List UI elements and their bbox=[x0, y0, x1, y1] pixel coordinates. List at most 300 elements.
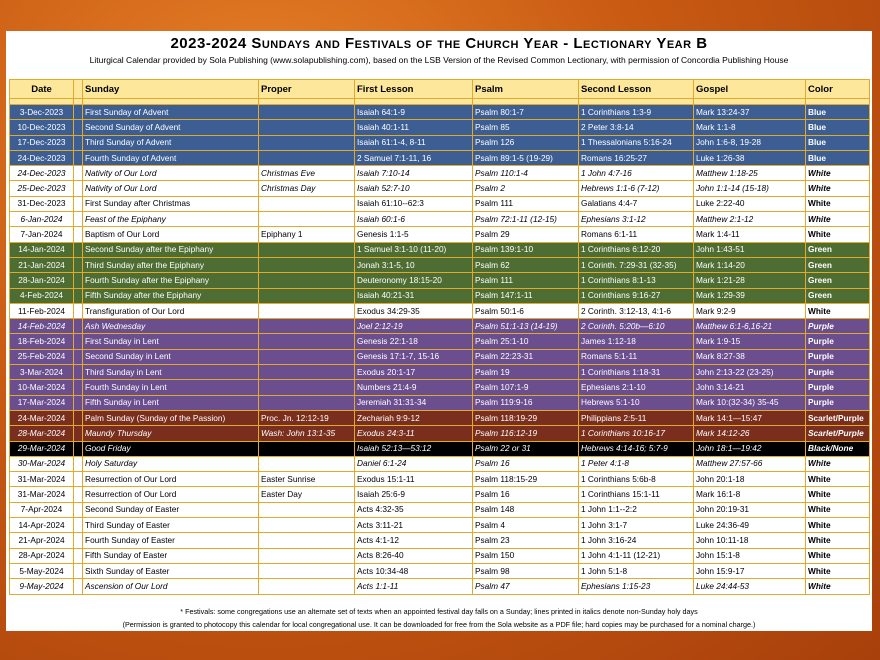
cell-proper: Epiphany 1 bbox=[259, 227, 355, 242]
cell-color: White bbox=[806, 518, 870, 533]
cell-proper bbox=[259, 120, 355, 135]
cell-color: Scarlet/Purple bbox=[806, 410, 870, 425]
cell-second-lesson: Ephesians 3:1-12 bbox=[579, 212, 694, 227]
cell-sunday: Baptism of Our Lord bbox=[83, 227, 259, 242]
cell-proper bbox=[259, 273, 355, 288]
cell-date: 7-Apr-2024 bbox=[10, 502, 74, 517]
cell-date: 25-Dec-2023 bbox=[10, 181, 74, 196]
cell-date: 21-Apr-2024 bbox=[10, 533, 74, 548]
footnote-permission: (Permission is granted to photocopy this calendar for local congregational use. It can be downloaded for free from the Sola website as a PDF file; hard copies may be purchased for a nominal charge.) bbox=[122, 620, 756, 629]
cell-sunday: Ascension of Our Lord bbox=[83, 579, 259, 594]
table-row bbox=[10, 349, 870, 364]
cell-gospel: Mark 1:14-20 bbox=[694, 257, 806, 272]
cell-psalm: Psalm 118:15-29 bbox=[473, 472, 579, 487]
cell-sunday: Fifth Sunday after the Epiphany bbox=[83, 288, 259, 303]
cell-psalm: Psalm 147:1-11 bbox=[473, 288, 579, 303]
cell-sunday: Nativity of Our Lord bbox=[83, 166, 259, 181]
cell-second-lesson: 1 Corinthians 15:1-11 bbox=[579, 487, 694, 502]
cell-first-lesson: Acts 10:34-48 bbox=[355, 563, 473, 578]
cell-date: 28-Apr-2024 bbox=[10, 548, 74, 563]
cell-sunday: First Sunday of Advent bbox=[83, 105, 259, 120]
cell-gospel: Mark 13:24-37 bbox=[694, 105, 806, 120]
cell-psalm: Psalm 119:9-16 bbox=[473, 395, 579, 410]
cell-gap bbox=[74, 487, 83, 502]
table-row bbox=[10, 288, 870, 303]
cell-color: Blue bbox=[806, 135, 870, 150]
cell-proper bbox=[259, 365, 355, 380]
cell-sunday: First Sunday after Christmas bbox=[83, 196, 259, 211]
cell-date: 3-Dec-2023 bbox=[10, 105, 74, 120]
table-row bbox=[10, 518, 870, 533]
cell-second-lesson: 1 John 4:1-11 (12-21) bbox=[579, 548, 694, 563]
cell-date: 7-Jan-2024 bbox=[10, 227, 74, 242]
cell-proper bbox=[259, 150, 355, 165]
table-row bbox=[10, 166, 870, 181]
cell-proper bbox=[259, 502, 355, 517]
cell-psalm: Psalm 116:12-19 bbox=[473, 426, 579, 441]
cell-date: 10-Mar-2024 bbox=[10, 380, 74, 395]
cell-sunday: Nativity of Our Lord bbox=[83, 181, 259, 196]
cell-psalm: Psalm 50:1-6 bbox=[473, 303, 579, 318]
cell-color: White bbox=[806, 212, 870, 227]
cell-second-lesson: 1 Corinth. 7:29-31 (32-35) bbox=[579, 257, 694, 272]
cell-sunday: Second Sunday in Lent bbox=[83, 349, 259, 364]
cell-date: 30-Mar-2024 bbox=[10, 456, 74, 471]
cell-date: 18-Feb-2024 bbox=[10, 334, 74, 349]
cell-first-lesson: Isaiah 40:1-11 bbox=[355, 120, 473, 135]
cell-first-lesson: Exodus 20:1-17 bbox=[355, 365, 473, 380]
cell-color: Green bbox=[806, 242, 870, 257]
footnote-festivals: * Festivals: some congregations use an alternate set of texts when an appointed festival day falls on a Sunday; lines printed in italics denote non-Sunday holy days bbox=[180, 607, 698, 616]
cell-date: 14-Jan-2024 bbox=[10, 242, 74, 257]
cell-first-lesson: Exodus 15:1-11 bbox=[355, 472, 473, 487]
cell-date: 11-Feb-2024 bbox=[10, 303, 74, 318]
cell-second-lesson: 1 Corinthians 6:12-20 bbox=[579, 242, 694, 257]
cell-first-lesson: Isaiah 61:1-4, 8-11 bbox=[355, 135, 473, 150]
calendar-sheet bbox=[6, 31, 872, 631]
cell-proper bbox=[259, 380, 355, 395]
cell-sunday: Resurrection of Our Lord bbox=[83, 487, 259, 502]
table-row bbox=[10, 441, 870, 456]
header-first-lesson: First Lesson bbox=[355, 80, 473, 99]
cell-sunday: Third Sunday after the Epiphany bbox=[83, 257, 259, 272]
cell-color: Purple bbox=[806, 334, 870, 349]
cell-second-lesson: 1 Corinthians 1:3-9 bbox=[579, 105, 694, 120]
cell-gospel: John 18:1—19:42 bbox=[694, 441, 806, 456]
cell-gospel: John 2:13-22 (23-25) bbox=[694, 365, 806, 380]
cell-proper bbox=[259, 456, 355, 471]
cell-second-lesson: 1 John 1:1--2:2 bbox=[579, 502, 694, 517]
cell-date: 31-Mar-2024 bbox=[10, 487, 74, 502]
cell-gospel: Matthew 27:57-66 bbox=[694, 456, 806, 471]
table-row bbox=[10, 120, 870, 135]
cell-first-lesson: Zechariah 9:9-12 bbox=[355, 410, 473, 425]
cell-gospel: John 20:1-18 bbox=[694, 472, 806, 487]
cell-proper bbox=[259, 303, 355, 318]
cell-first-lesson: Exodus 24:3-11 bbox=[355, 426, 473, 441]
cell-second-lesson: 2 Peter 3:8-14 bbox=[579, 120, 694, 135]
cell-psalm: Psalm 80:1-7 bbox=[473, 105, 579, 120]
cell-second-lesson: 1 John 3:1-7 bbox=[579, 518, 694, 533]
cell-second-lesson: 1 Corinthians 9:16-27 bbox=[579, 288, 694, 303]
cell-date: 21-Jan-2024 bbox=[10, 257, 74, 272]
cell-psalm: Psalm 110:1-4 bbox=[473, 166, 579, 181]
cell-second-lesson: Hebrews 4:14-16; 5:7-9 bbox=[579, 441, 694, 456]
table-row bbox=[10, 472, 870, 487]
header-date: Date bbox=[10, 80, 74, 99]
cell-first-lesson: Jeremiah 31:31-34 bbox=[355, 395, 473, 410]
cell-gospel: Luke 24:36-49 bbox=[694, 518, 806, 533]
table-row bbox=[10, 502, 870, 517]
cell-sunday: First Sunday in Lent bbox=[83, 334, 259, 349]
cell-gap bbox=[74, 579, 83, 594]
table-header-row bbox=[10, 80, 870, 99]
header-proper: Proper bbox=[259, 80, 355, 99]
cell-gap bbox=[74, 288, 83, 303]
cell-first-lesson: Isaiah 64:1-9 bbox=[355, 105, 473, 120]
cell-psalm: Psalm 22 or 31 bbox=[473, 441, 579, 456]
table-row bbox=[10, 395, 870, 410]
cell-color: White bbox=[806, 227, 870, 242]
cell-gap bbox=[74, 456, 83, 471]
table-row bbox=[10, 273, 870, 288]
cell-second-lesson: 1 John 4:7-16 bbox=[579, 166, 694, 181]
cell-psalm: Psalm 29 bbox=[473, 227, 579, 242]
cell-second-lesson: 1 Corinthians 8:1-13 bbox=[579, 273, 694, 288]
cell-psalm: Psalm 19 bbox=[473, 365, 579, 380]
table-row bbox=[10, 487, 870, 502]
cell-proper: Easter Day bbox=[259, 487, 355, 502]
cell-second-lesson: James 1:12-18 bbox=[579, 334, 694, 349]
cell-gap bbox=[74, 380, 83, 395]
header-gap bbox=[74, 80, 83, 99]
cell-second-lesson: Philippians 2:5-11 bbox=[579, 410, 694, 425]
cell-second-lesson: 1 John 3:16-24 bbox=[579, 533, 694, 548]
table-row bbox=[10, 426, 870, 441]
cell-gap bbox=[74, 365, 83, 380]
cell-gap bbox=[74, 319, 83, 334]
cell-gospel: Mark 16:1-8 bbox=[694, 487, 806, 502]
cell-sunday: Ash Wednesday bbox=[83, 319, 259, 334]
cell-color: White bbox=[806, 303, 870, 318]
cell-psalm: Psalm 150 bbox=[473, 548, 579, 563]
cell-color: Black/None bbox=[806, 441, 870, 456]
cell-gap bbox=[74, 242, 83, 257]
cell-gospel: Matthew 6:1-6,16-21 bbox=[694, 319, 806, 334]
cell-second-lesson: 1 Corinthians 5:6b-8 bbox=[579, 472, 694, 487]
lectionary-table bbox=[9, 79, 870, 595]
table-row bbox=[10, 579, 870, 594]
cell-date: 31-Mar-2024 bbox=[10, 472, 74, 487]
cell-gospel: John 1:43-51 bbox=[694, 242, 806, 257]
cell-second-lesson: 1 Corinthians 10:16-17 bbox=[579, 426, 694, 441]
cell-second-lesson: 1 Corinthians 1:18-31 bbox=[579, 365, 694, 380]
table-row bbox=[10, 410, 870, 425]
cell-second-lesson: Hebrews 5:1-10 bbox=[579, 395, 694, 410]
cell-first-lesson: Joel 2:12-19 bbox=[355, 319, 473, 334]
cell-second-lesson: 2 Corinth. 5:20b—6:10 bbox=[579, 319, 694, 334]
cell-gospel: Mark 9:2-9 bbox=[694, 303, 806, 318]
cell-gap bbox=[74, 212, 83, 227]
cell-first-lesson: Acts 8:26-40 bbox=[355, 548, 473, 563]
cell-sunday: Feast of the Epiphany bbox=[83, 212, 259, 227]
cell-gospel: Mark 1:9-15 bbox=[694, 334, 806, 349]
cell-psalm: Psalm 47 bbox=[473, 579, 579, 594]
table-row bbox=[10, 135, 870, 150]
cell-gospel: Luke 1:26-38 bbox=[694, 150, 806, 165]
cell-second-lesson: 1 Thessalonians 5:16-24 bbox=[579, 135, 694, 150]
cell-psalm: Psalm 126 bbox=[473, 135, 579, 150]
cell-psalm: Psalm 118:19-29 bbox=[473, 410, 579, 425]
cell-gospel: Matthew 2:1-12 bbox=[694, 212, 806, 227]
cell-proper bbox=[259, 441, 355, 456]
cell-color: White bbox=[806, 472, 870, 487]
cell-psalm: Psalm 16 bbox=[473, 456, 579, 471]
cell-first-lesson: Isaiah 60:1-6 bbox=[355, 212, 473, 227]
cell-sunday: Third Sunday of Easter bbox=[83, 518, 259, 533]
cell-sunday: Fifth Sunday in Lent bbox=[83, 395, 259, 410]
cell-psalm: Psalm 22:23-31 bbox=[473, 349, 579, 364]
cell-proper bbox=[259, 212, 355, 227]
cell-second-lesson: 1 Peter 4:1-8 bbox=[579, 456, 694, 471]
table-row bbox=[10, 181, 870, 196]
cell-psalm: Psalm 139:1-10 bbox=[473, 242, 579, 257]
cell-date: 29-Mar-2024 bbox=[10, 441, 74, 456]
cell-gap bbox=[74, 120, 83, 135]
cell-color: Scarlet/Purple bbox=[806, 426, 870, 441]
page-title: 2023-2024 Sundays and Festivals of the Church Year - Lectionary Year B bbox=[170, 35, 708, 52]
cell-psalm: Psalm 51:1-13 (14-19) bbox=[473, 319, 579, 334]
cell-first-lesson: Acts 3:11-21 bbox=[355, 518, 473, 533]
table-row bbox=[10, 150, 870, 165]
table-row bbox=[10, 380, 870, 395]
cell-gospel: Matthew 1:18-25 bbox=[694, 166, 806, 181]
cell-proper bbox=[259, 196, 355, 211]
cell-first-lesson: Genesis 1:1-5 bbox=[355, 227, 473, 242]
cell-gospel: John 1:6-8, 19-28 bbox=[694, 135, 806, 150]
cell-gap bbox=[74, 426, 83, 441]
table-row bbox=[10, 303, 870, 318]
cell-proper bbox=[259, 319, 355, 334]
cell-psalm: Psalm 25:1-10 bbox=[473, 334, 579, 349]
cell-color: White bbox=[806, 533, 870, 548]
cell-gospel: Mark 8:27-38 bbox=[694, 349, 806, 364]
cell-first-lesson: Jonah 3:1-5, 10 bbox=[355, 257, 473, 272]
table-row bbox=[10, 196, 870, 211]
cell-date: 24-Dec-2023 bbox=[10, 150, 74, 165]
table-row bbox=[10, 563, 870, 578]
cell-gap bbox=[74, 441, 83, 456]
page-subtitle: Liturgical Calendar provided by Sola Publishing (www.solapublishing.com), based on the LSB Version of the Revised Common Lectionary, with permission of Concordia Publishing House bbox=[89, 55, 789, 65]
cell-date: 10-Dec-2023 bbox=[10, 120, 74, 135]
cell-sunday: Fourth Sunday of Advent bbox=[83, 150, 259, 165]
cell-psalm: Psalm 72:1-11 (12-15) bbox=[473, 212, 579, 227]
table-row bbox=[10, 227, 870, 242]
cell-sunday: Fifth Sunday of Easter bbox=[83, 548, 259, 563]
header-color: Color bbox=[806, 80, 870, 99]
cell-psalm: Psalm 85 bbox=[473, 120, 579, 135]
cell-color: White bbox=[806, 563, 870, 578]
table-row bbox=[10, 105, 870, 120]
cell-gospel: John 3:14-21 bbox=[694, 380, 806, 395]
cell-color: White bbox=[806, 181, 870, 196]
cell-sunday: Fourth Sunday after the Epiphany bbox=[83, 273, 259, 288]
cell-date: 31-Dec-2023 bbox=[10, 196, 74, 211]
cell-psalm: Psalm 148 bbox=[473, 502, 579, 517]
cell-sunday: Fourth Sunday in Lent bbox=[83, 380, 259, 395]
cell-gospel: Mark 14:12-26 bbox=[694, 426, 806, 441]
cell-color: White bbox=[806, 548, 870, 563]
cell-first-lesson: Exodus 34:29-35 bbox=[355, 303, 473, 318]
cell-date: 6-Jan-2024 bbox=[10, 212, 74, 227]
table-row bbox=[10, 533, 870, 548]
cell-gap bbox=[74, 563, 83, 578]
table-row bbox=[10, 365, 870, 380]
cell-sunday: Second Sunday after the Epiphany bbox=[83, 242, 259, 257]
cell-gap bbox=[74, 303, 83, 318]
cell-first-lesson: Genesis 22:1-18 bbox=[355, 334, 473, 349]
cell-psalm: Psalm 4 bbox=[473, 518, 579, 533]
cell-first-lesson: Isaiah 7:10-14 bbox=[355, 166, 473, 181]
cell-first-lesson: Deuteronomy 18:15-20 bbox=[355, 273, 473, 288]
cell-second-lesson: 1 John 5:1-8 bbox=[579, 563, 694, 578]
cell-color: Blue bbox=[806, 150, 870, 165]
cell-proper bbox=[259, 349, 355, 364]
cell-sunday: Maundy Thursday bbox=[83, 426, 259, 441]
cell-color: White bbox=[806, 456, 870, 471]
cell-psalm: Psalm 111 bbox=[473, 196, 579, 211]
cell-color: Green bbox=[806, 257, 870, 272]
cell-gap bbox=[74, 533, 83, 548]
cell-color: White bbox=[806, 196, 870, 211]
cell-gap bbox=[74, 410, 83, 425]
cell-gap bbox=[74, 257, 83, 272]
cell-date: 17-Mar-2024 bbox=[10, 395, 74, 410]
cell-sunday: Sixth Sunday of Easter bbox=[83, 563, 259, 578]
cell-gospel: John 15:9-17 bbox=[694, 563, 806, 578]
table-row bbox=[10, 257, 870, 272]
table-row bbox=[10, 212, 870, 227]
cell-proper: Proc. Jn. 12:12-19 bbox=[259, 410, 355, 425]
cell-color: Purple bbox=[806, 349, 870, 364]
cell-gospel: Mark 1:4-11 bbox=[694, 227, 806, 242]
cell-proper: Christmas Day bbox=[259, 181, 355, 196]
cell-sunday: Good Friday bbox=[83, 441, 259, 456]
cell-gospel: John 10:11-18 bbox=[694, 533, 806, 548]
cell-color: Green bbox=[806, 288, 870, 303]
cell-proper bbox=[259, 548, 355, 563]
cell-first-lesson: Daniel 6:1-24 bbox=[355, 456, 473, 471]
cell-gospel: Mark 1:1-8 bbox=[694, 120, 806, 135]
header-gospel: Gospel bbox=[694, 80, 806, 99]
cell-gospel: Mark 1:21-28 bbox=[694, 273, 806, 288]
cell-psalm: Psalm 98 bbox=[473, 563, 579, 578]
table-row bbox=[10, 456, 870, 471]
cell-proper: Christmas Eve bbox=[259, 166, 355, 181]
cell-psalm: Psalm 107:1-9 bbox=[473, 380, 579, 395]
cell-gap bbox=[74, 395, 83, 410]
cell-color: Purple bbox=[806, 365, 870, 380]
cell-date: 5-May-2024 bbox=[10, 563, 74, 578]
cell-sunday: Fourth Sunday of Easter bbox=[83, 533, 259, 548]
cell-gap bbox=[74, 334, 83, 349]
cell-first-lesson: Acts 4:32-35 bbox=[355, 502, 473, 517]
cell-color: Purple bbox=[806, 319, 870, 334]
header-second-lesson: Second Lesson bbox=[579, 80, 694, 99]
cell-psalm: Psalm 2 bbox=[473, 181, 579, 196]
cell-first-lesson: Isaiah 52:7-10 bbox=[355, 181, 473, 196]
cell-color: Blue bbox=[806, 105, 870, 120]
cell-sunday: Third Sunday of Advent bbox=[83, 135, 259, 150]
cell-sunday: Transfiguration of Our Lord bbox=[83, 303, 259, 318]
cell-second-lesson: Ephesians 2:1-10 bbox=[579, 380, 694, 395]
cell-gospel: Mark 1:29-39 bbox=[694, 288, 806, 303]
cell-sunday: Second Sunday of Advent bbox=[83, 120, 259, 135]
cell-date: 14-Apr-2024 bbox=[10, 518, 74, 533]
cell-gap bbox=[74, 135, 83, 150]
cell-date: 24-Mar-2024 bbox=[10, 410, 74, 425]
cell-second-lesson: Romans 16:25-27 bbox=[579, 150, 694, 165]
cell-sunday: Second Sunday of Easter bbox=[83, 502, 259, 517]
cell-first-lesson: Isaiah 25:6-9 bbox=[355, 487, 473, 502]
cell-color: White bbox=[806, 166, 870, 181]
cell-first-lesson: Numbers 21:4-9 bbox=[355, 380, 473, 395]
header-psalm: Psalm bbox=[473, 80, 579, 99]
cell-date: 25-Feb-2024 bbox=[10, 349, 74, 364]
cell-second-lesson: Ephesians 1:15-23 bbox=[579, 579, 694, 594]
cell-proper bbox=[259, 395, 355, 410]
cell-gospel: Luke 2:22-40 bbox=[694, 196, 806, 211]
cell-gap bbox=[74, 227, 83, 242]
table-row bbox=[10, 242, 870, 257]
table-row bbox=[10, 319, 870, 334]
cell-color: Purple bbox=[806, 395, 870, 410]
cell-gap bbox=[74, 150, 83, 165]
cell-gospel: John 15:1-8 bbox=[694, 548, 806, 563]
cell-color: Green bbox=[806, 273, 870, 288]
cell-psalm: Psalm 62 bbox=[473, 257, 579, 272]
cell-sunday: Resurrection of Our Lord bbox=[83, 472, 259, 487]
cell-date: 9-May-2024 bbox=[10, 579, 74, 594]
cell-proper bbox=[259, 334, 355, 349]
cell-proper bbox=[259, 257, 355, 272]
cell-date: 4-Feb-2024 bbox=[10, 288, 74, 303]
cell-sunday: Third Sunday in Lent bbox=[83, 365, 259, 380]
cell-color: White bbox=[806, 487, 870, 502]
cell-proper bbox=[259, 242, 355, 257]
cell-gap bbox=[74, 166, 83, 181]
cell-proper bbox=[259, 105, 355, 120]
cell-sunday: Holy Saturday bbox=[83, 456, 259, 471]
cell-psalm: Psalm 111 bbox=[473, 273, 579, 288]
cell-gospel: Mark 10:(32-34) 35-45 bbox=[694, 395, 806, 410]
cell-first-lesson: Genesis 17:1-7, 15-16 bbox=[355, 349, 473, 364]
cell-gap bbox=[74, 472, 83, 487]
cell-second-lesson: 2 Corinth. 3:12-13, 4:1-6 bbox=[579, 303, 694, 318]
cell-gospel: Luke 24:44-53 bbox=[694, 579, 806, 594]
cell-psalm: Psalm 89:1-5 (19-29) bbox=[473, 150, 579, 165]
cell-gap bbox=[74, 181, 83, 196]
cell-date: 3-Mar-2024 bbox=[10, 365, 74, 380]
cell-gospel: John 1:1-14 (15-18) bbox=[694, 181, 806, 196]
cell-psalm: Psalm 23 bbox=[473, 533, 579, 548]
cell-date: 14-Feb-2024 bbox=[10, 319, 74, 334]
cell-gap bbox=[74, 349, 83, 364]
cell-first-lesson: 2 Samuel 7:1-11, 16 bbox=[355, 150, 473, 165]
cell-first-lesson: Isaiah 61:10--62:3 bbox=[355, 196, 473, 211]
cell-second-lesson: Galatians 4:4-7 bbox=[579, 196, 694, 211]
cell-date: 17-Dec-2023 bbox=[10, 135, 74, 150]
